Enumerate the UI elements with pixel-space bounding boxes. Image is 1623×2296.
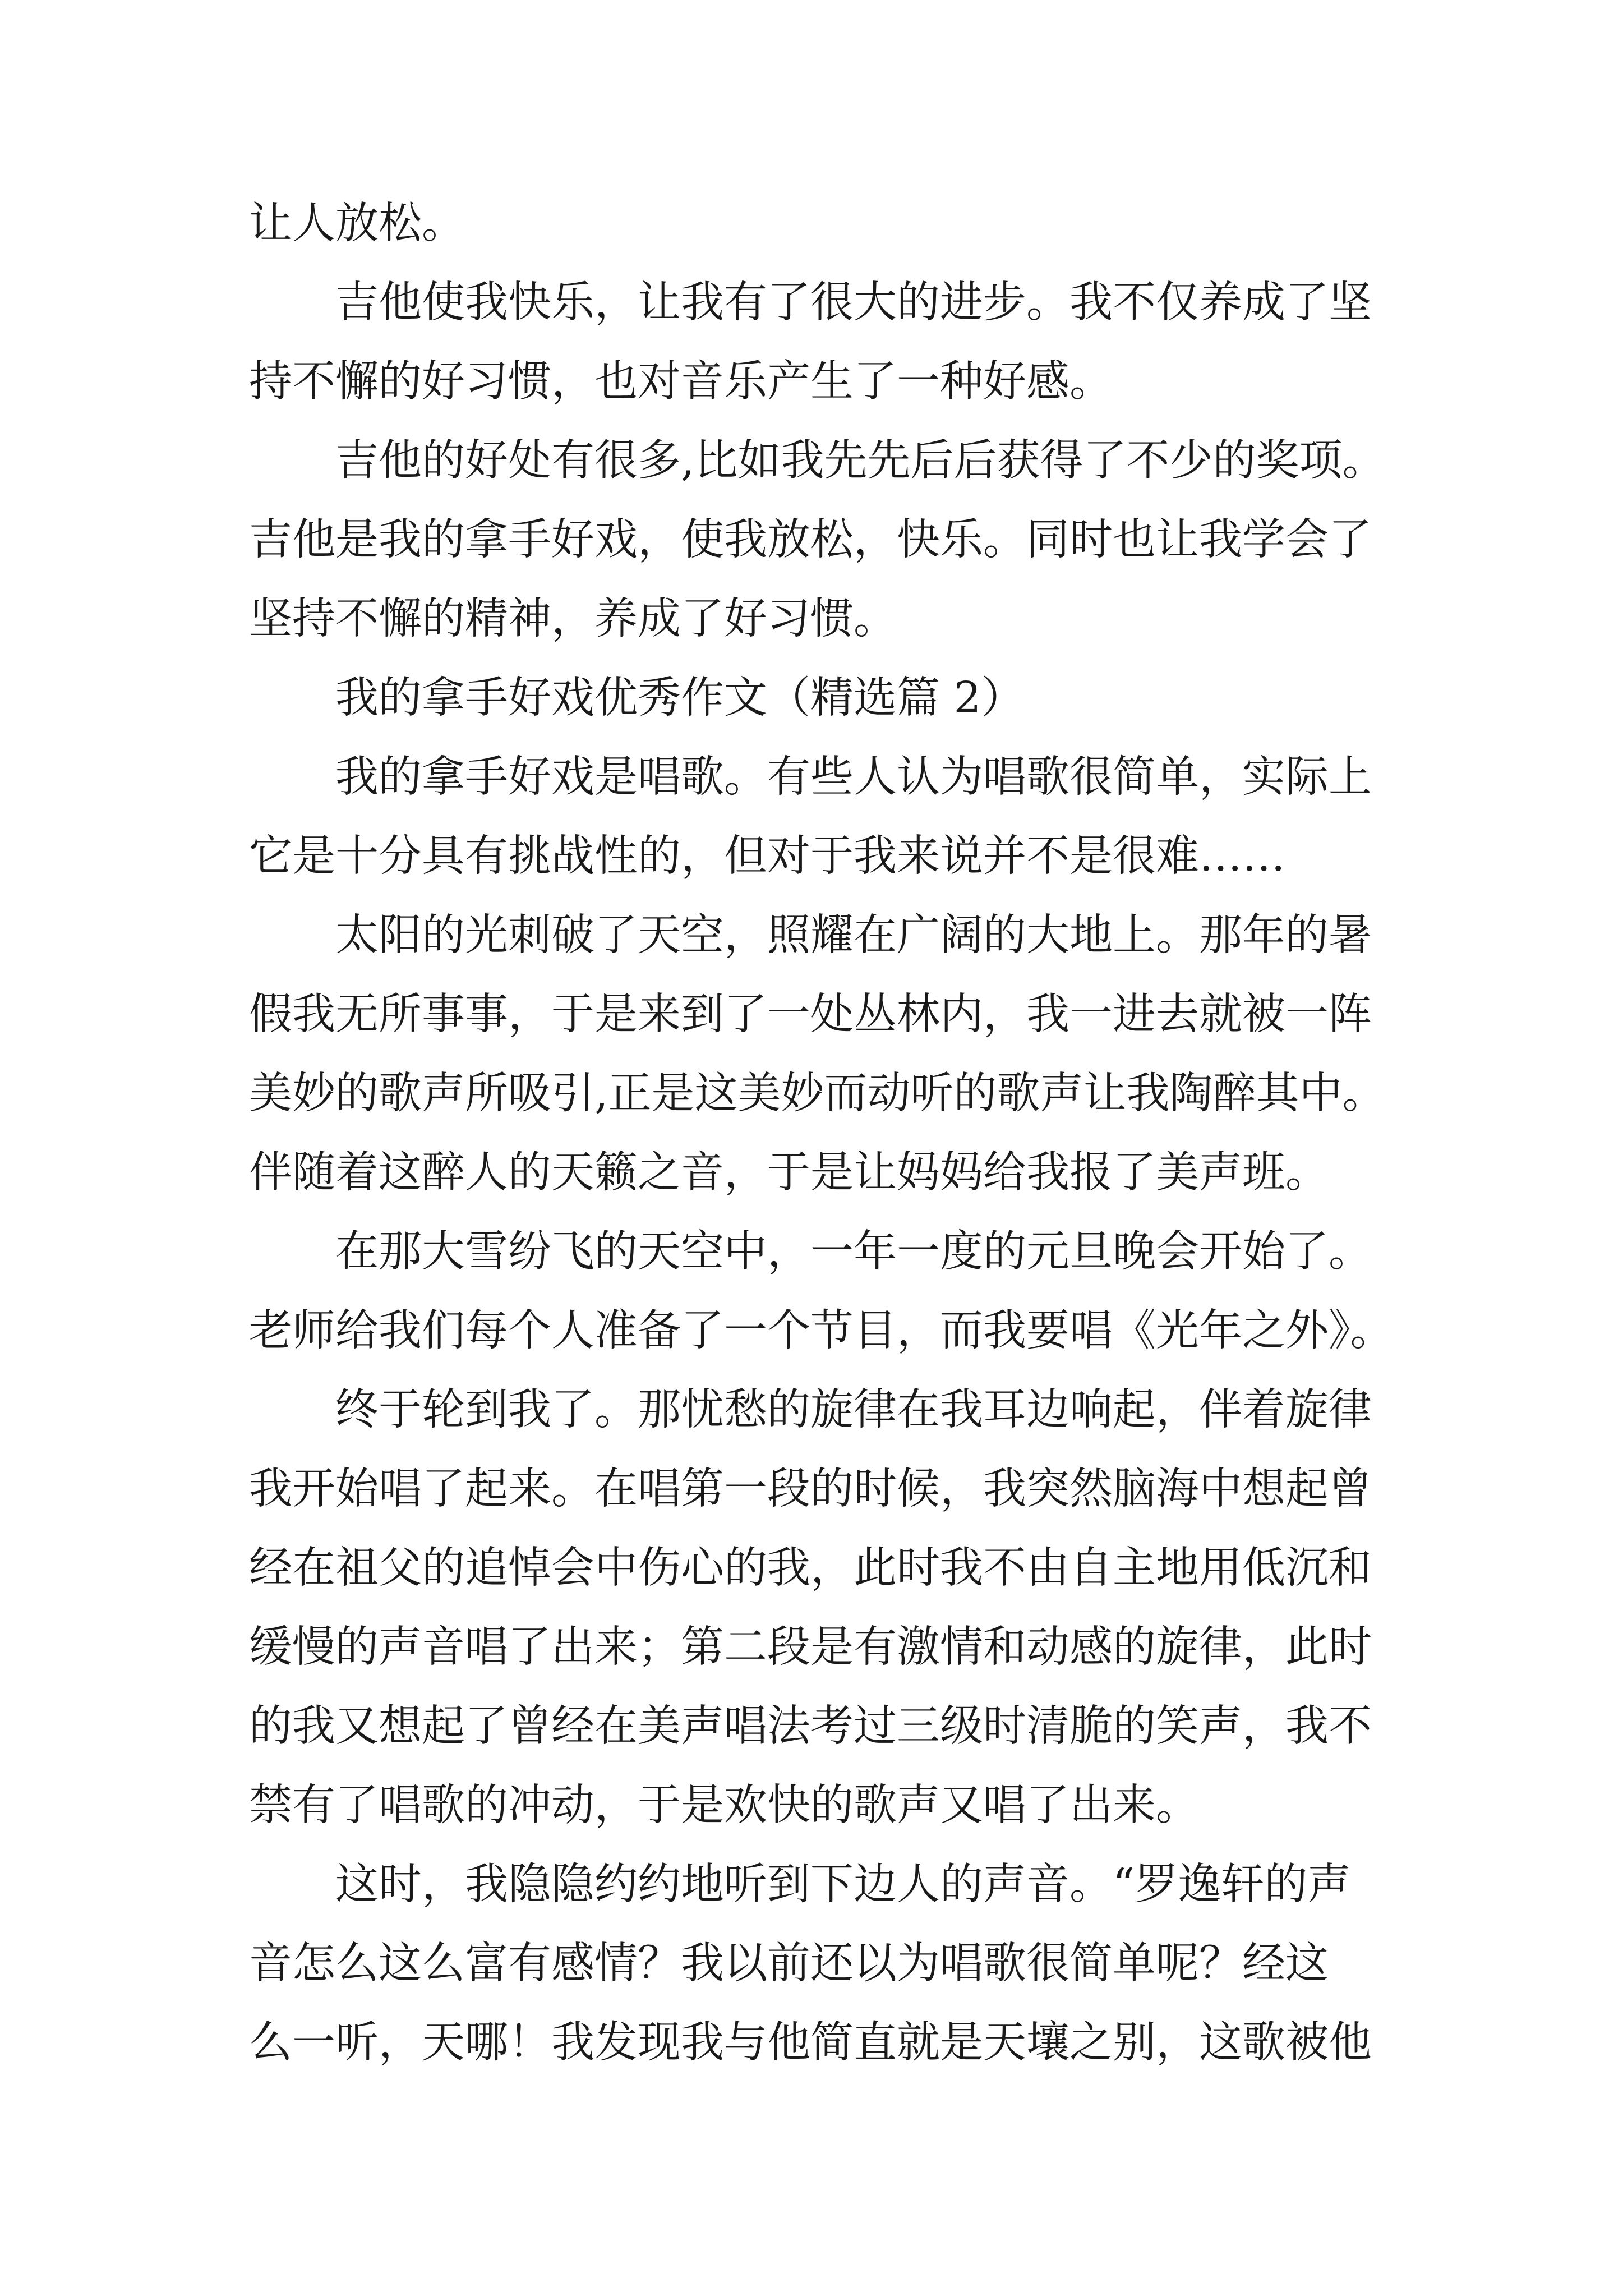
paragraph-line: 么一听，天哪！我发现我与他简直就是天壤之别，这歌被他 <box>249 2018 1372 2068</box>
paragraph-first-line: 我的拿手好戏是唱歌。有些人认为唱歌很简单，实际上 <box>335 752 1372 802</box>
paragraph-line: 假我无所事事，于是来到了一处丛林内，我一进去就被一阵 <box>249 990 1372 1039</box>
paragraph-line: 伴随着这醉人的天籁之音，于是让妈妈给我报了美声班。 <box>249 1148 1329 1198</box>
paragraph-line: 吉他是我的拿手好戏，使我放松，快乐。同时也让我学会了 <box>249 515 1372 565</box>
paragraph-line: 音怎么这么富有感情？我以前还以为唱歌很简单呢？经这 <box>249 1939 1329 1989</box>
paragraph-first-line: 太阳的光刺破了天空，照耀在广阔的大地上。那年的暑 <box>335 910 1372 960</box>
paragraph-line: 老师给我们每个人准备了一个节目，而我要唱《光年之外》。 <box>249 1306 1394 1356</box>
paragraph-line: 经在祖父的追悼会中伤心的我，此时我不由自主地用低沉和 <box>249 1543 1372 1593</box>
paragraph-line: 持不懈的好习惯，也对音乐产生了一种好感。 <box>249 357 1113 407</box>
paragraph-line: 它是十分具有挑战性的，但对于我来说并不是很难…… <box>249 831 1285 881</box>
paragraph-first-line: 我的拿手好戏优秀作文（精选篇 2） <box>335 673 1025 723</box>
paragraph-first-line: 在那大雪纷飞的天空中，一年一度的元旦晚会开始了。 <box>335 1227 1372 1277</box>
essay-body <box>249 199 1415 2100</box>
paragraph-first-line: 吉他的好处有很多,比如我先先后后获得了不少的奖项。 <box>335 436 1386 486</box>
paragraph-line: 缓慢的声音唱了出来；第二段是有激情和动感的旋律，此时 <box>249 1622 1372 1672</box>
paragraph-first-line: 终于轮到我了。那忧愁的旋律在我耳边响起，伴着旋律 <box>335 1385 1372 1435</box>
paragraph-line: 我开始唱了起来。在唱第一段的时候，我突然脑海中想起曾 <box>249 1464 1372 1514</box>
paragraph-line: 让人放松。 <box>249 199 465 249</box>
paragraph-first-line: 吉他使我快乐，让我有了很大的进步。我不仅养成了坚 <box>335 278 1372 328</box>
paragraph-line: 禁有了唱歌的冲动，于是欢快的歌声又唱了出来。 <box>249 1780 1199 1830</box>
paragraph-line: 的我又想起了曾经在美声唱法考过三级时清脆的笑声，我不 <box>249 1701 1372 1751</box>
paragraph-line: 坚持不懈的精神，养成了好习惯。 <box>249 594 897 644</box>
paragraph-first-line: 这时，我隐隐约约地听到下边人的声音。“罗逸轩的声 <box>335 1860 1351 1910</box>
paragraph-line: 美妙的歌声所吸引,正是这美妙而动听的歌声让我陶醉其中。 <box>249 1069 1386 1119</box>
